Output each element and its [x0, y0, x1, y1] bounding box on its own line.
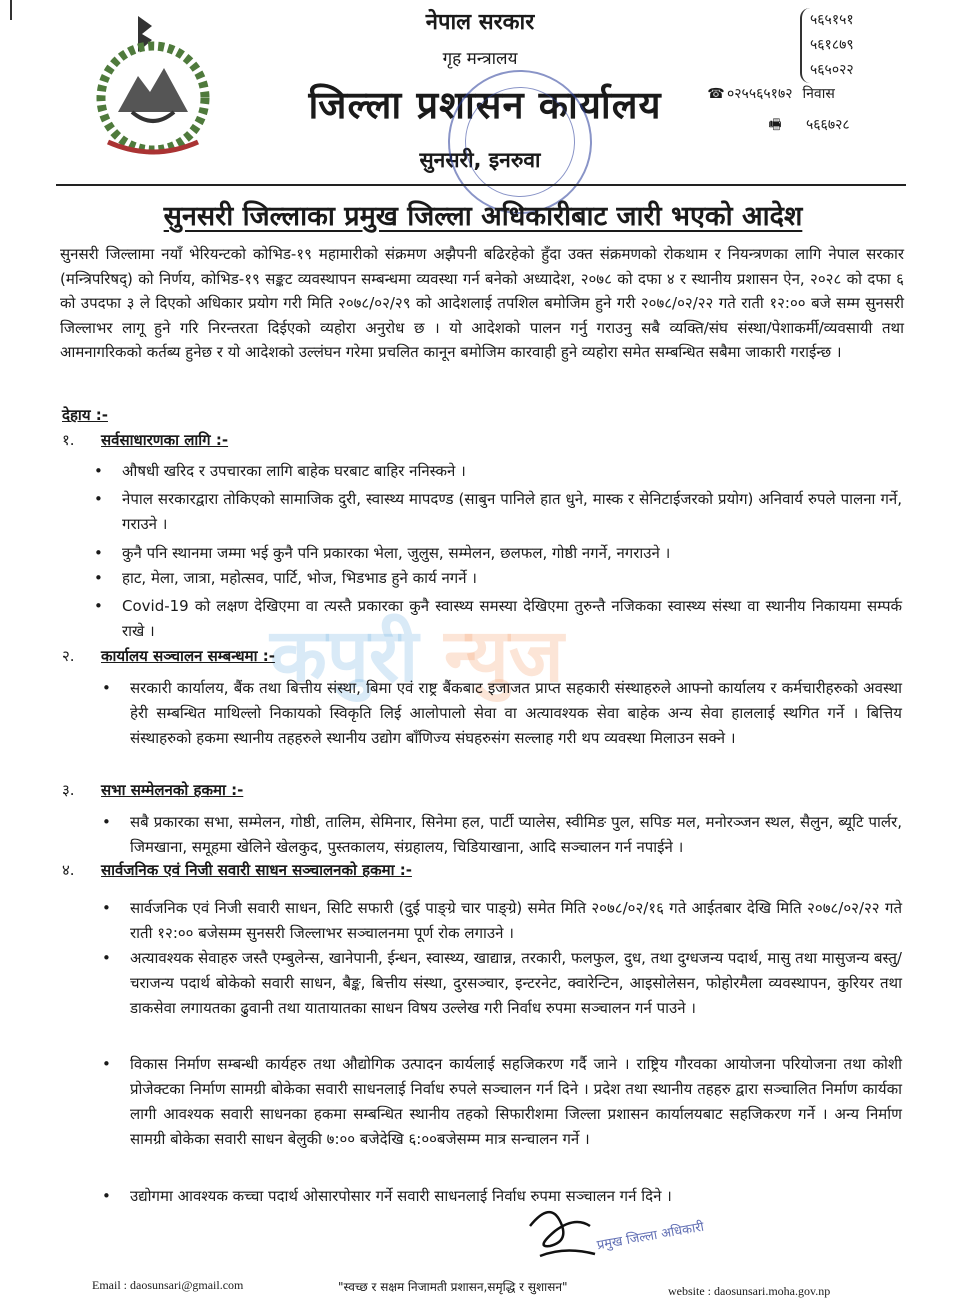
footer-email: Email : daosunsari@gmail.com	[92, 1278, 244, 1292]
section-heading	[62, 780, 243, 800]
government-name: नेपाल सरकार	[425, 10, 535, 35]
phone-numbers	[800, 8, 920, 83]
section-title: कार्यालय सञ्चालन सम्बन्धमा :-	[101, 647, 275, 665]
section-number: १.	[62, 431, 75, 449]
phone-number: ५६१८७९	[810, 37, 854, 53]
order-title: सुनसरी जिल्लाका प्रमुख जिल्ला अधिकारीबाट जारी भएको आदेश	[163, 201, 803, 232]
office-name: जिल्ला प्रशासन कार्यालय	[308, 83, 662, 127]
phone-line	[705, 84, 835, 103]
section-heading	[62, 430, 228, 450]
list-item: • सबै प्रकारका सभा, सम्मेलन, गोष्ठी, तालिम, सेमिनार, सिनेमा हल, पार्टी प्यालेस, स्वीमिङ पुल, सपिङ मल, मनोरञ्जन स्थल, सैलुन, ब्यूटि पार्लर, जिमखाना, समूहमा खेलिने खेलकुद, पुस्तकालय, संग्रहालय, चिडियाखाना, आदि सञ्चालन गर्न नपाईने ।	[102, 813, 902, 856]
nepal-emblem-icon	[88, 12, 218, 162]
list-item: • नेपाल सरकारद्वारा तोकिएको सामाजिक दुरी, स्वास्थ्य मापदण्ड (साबुन पानिले हात धुने, मास्क र सेनिटाईजरको प्रयोग) अनिवार्य रुपले पालना गर्ने, गराउने ।	[94, 490, 902, 533]
news-watermark: कपुरी न्युज	[270, 613, 564, 699]
list-item: • कुनै पनि स्थानमा जम्मा भई कुनै पनि प्रकारका भेला, जुलुस, सम्मेलन, छलफल, गोष्ठी नगर्ने, नगराउने ।	[94, 544, 671, 562]
fax-number: ५६६७२८	[806, 117, 850, 133]
telephone-icon: ☎	[707, 86, 725, 102]
phone-code: ०२५५६५१७२	[727, 86, 793, 102]
list-item: • सार्वजनिक एवं निजी सवारी साधन, सिटि सफारी (दुई पाङ्ग्रे चार पाङ्ग्रे) समेत मिति २०७८/०२/१६ गते आईतबार देखि मिति २०७८/०२/२२ गते राती १२:०० बजेसम्म सुनसरी जिल्लाभर सञ्चालनमा पूर्ण रोक लगाउने ।	[102, 899, 902, 942]
list-item: • औषधी खरिद र उपचारका लागि बाहेक घरबाट बाहिर ननिस्कने ।	[94, 462, 466, 480]
list-item: • हाट, मेला, जात्रा, महोत्सव, पार्टि, भोज, भिडभाड हुने कार्य नगर्ने ।	[94, 569, 477, 587]
scan-edge-mark	[10, 0, 12, 20]
section-number: ४.	[62, 861, 75, 879]
phone-number: ५६५०२२	[810, 62, 854, 78]
list-item: • सरकारी कार्यालय, बैंक तथा बित्तीय संस्था, बिमा एवं राष्ट्र बैंकबाट इजाजत प्राप्त सहकारी संस्थाहरुले आफ्नो कार्यालय र कर्मचारीहरुको अवस्था हेरी सम्बन्धित माथिल्लो निकायको स्विकृति लिई आलोपालो सेवा वा अत्यावश्यक सेवा बाहेक अन्य सेवा हाललाई स्थगित गर्ने । बित्तिय संस्थाहरुको हकमा स्थानीय तहहरुले स्थानीय उद्योग बाँणिज्य संघहरुसंग सल्लाह गरी थप व्यवस्था मिलाउन सक्ने ।	[102, 679, 902, 747]
footer-motto: "स्वच्छ र सक्षम निजामती प्रशासन,समृद्धि र सुशासन"	[338, 1280, 568, 1294]
ministry-name: गृह मन्त्रालय	[442, 49, 518, 69]
list-item: • विकास निर्माण सम्बन्धी कार्यहरु तथा औद्योगिक उत्पादन कार्यलाई सहजिकरण गर्दै जाने । राष्ट्रिय गौरवका आयोजना परियोजना तथा कोशी प्रोजेक्टका निर्माण सामग्री बोकेका सवारी साधनलाई निर्वाध रुपले सञ्चालन गर्न दिने । प्रदेश तथा स्थानीय तहहरु द्वारा सञ्चालित निर्माण कार्यका लागी आवश्यक सवारी साधनका हकमा सम्बन्धित स्थानीय तहको सिफारीशमा जिल्ला प्रशासन कार्यालयबाट सहजिकरण गर्ने । अन्य निर्माण सामग्री बोकेका सवारी साधन बेलुकी ७:०० बजेदेखि ६:००बजेसम्म मात्र सन्चालन गर्ने ।	[102, 1055, 902, 1148]
section-number: ३.	[62, 781, 75, 799]
section-number: २.	[62, 647, 75, 665]
signature-stamp: प्रमुख जिल्ला अधिकारी	[595, 1219, 706, 1254]
fax-icon: 🖷	[768, 117, 782, 133]
list-item: • उद्योगमा आवश्यक कच्चा पदार्थ ओसारपोसार गर्ने सवारी साधनलाई निर्वाध रुपमा सञ्चालन गर्न दिने ।	[102, 1187, 672, 1205]
section-heading	[62, 646, 275, 666]
section-title: सार्वजनिक एवं निजी सवारी साधन सञ्चालनको हकमा :-	[101, 861, 412, 879]
footer-website: website : daosunsari.moha.gov.np	[668, 1284, 831, 1298]
list-item: • अत्यावश्यक सेवाहरु जस्तै एम्बुलेन्स, खानेपानी, ईन्धन, स्वास्थ्य, खाद्यान्न, तरकारी, फलफुल, दुध, तथा दुग्धजन्य पदार्थ, मासु तथा मासुजन्य बस्तु/चराजन्य पदार्थ बोकेको सवारी साधन, बैङ्क, बित्तीय संस्था, दुरसञ्चार, इन्टरनेट, क्वारेन्टिन, आइसोलेसन, फोहोरमैला व्यवस्थापन, कुरियर तथा डाकसेवा लगायतका ढुवानी तथा यातायातका साधन विषय उल्लेख गरी निर्वाध रुपमा सञ्चालन गर्न पाउने ।	[102, 949, 902, 1017]
section-title: सभा सम्मेलनको हकमा :-	[101, 781, 244, 799]
header-divider	[56, 184, 906, 186]
section-heading	[62, 860, 412, 880]
intro-paragraph: सुनसरी जिल्लामा नयाँ भेरियन्टको कोभिड-१९ महामारीको संक्रमण अझैपनी बढिरहेको हुँदा उक्त संक्रमणको रोकथाम र नियन्त्रणका लागि नेपाल सरकार (मन्त्रिपरिषद्) को निर्णय, कोभिड-१९ सङ्कट व्यवस्थापन सम्बन्धमा व्यवस्था गर्न बनेको अध्यादेश, २०७८ को दफा ४ र स्थानीय प्रशासन ऐन, २०२८ को दफा ६ को उपदफा ३ ले दिएको अधिकार प्रयोग गरी मिति २०७८/०२/२९ को आदेशलाई तपशिल बमोजिम हुने गरी २०७८/०२/२२ गते राती १२:०० बजे सम्म सुनसरी जिल्लाभर लागू हुने गरि निरन्तरता दिईएको व्यहोरा अनुरोध छ । यो आदेशको पालन गर्नु गराउनु सबै व्यक्ति/संघ संस्था/पेशाकर्मी/व्यवसायी तथा आमनागरिकको कर्तब्य हुनेछ र यो आदेशको उल्लंघन गरेमा प्रचलित कानून बमोजिम कारवाही हुने व्यहोरा समेत सम्बन्धित सबैमा जाकारी गराईन्छ ।	[60, 245, 904, 361]
signature-mark	[520, 1196, 600, 1266]
residence-label: निवास	[802, 86, 835, 102]
dehaya-label: देहाय :-	[62, 406, 108, 424]
list-item: • Covid-19 को लक्षण देखिएमा वा त्यस्तै प्रकारका कुनै स्वास्थ्य समस्या देखिएमा तुरुन्तै नजिकका स्वास्थ्य संस्था वा स्थानीय निकायमा सम्पर्क राखे ।	[94, 597, 902, 640]
fax-line	[764, 114, 850, 138]
phone-number: ५६५१५१	[810, 12, 854, 28]
section-title: सर्वसाधारणका लागि :-	[101, 431, 229, 449]
district-name: सुनसरी, इनरुवा	[419, 148, 541, 172]
